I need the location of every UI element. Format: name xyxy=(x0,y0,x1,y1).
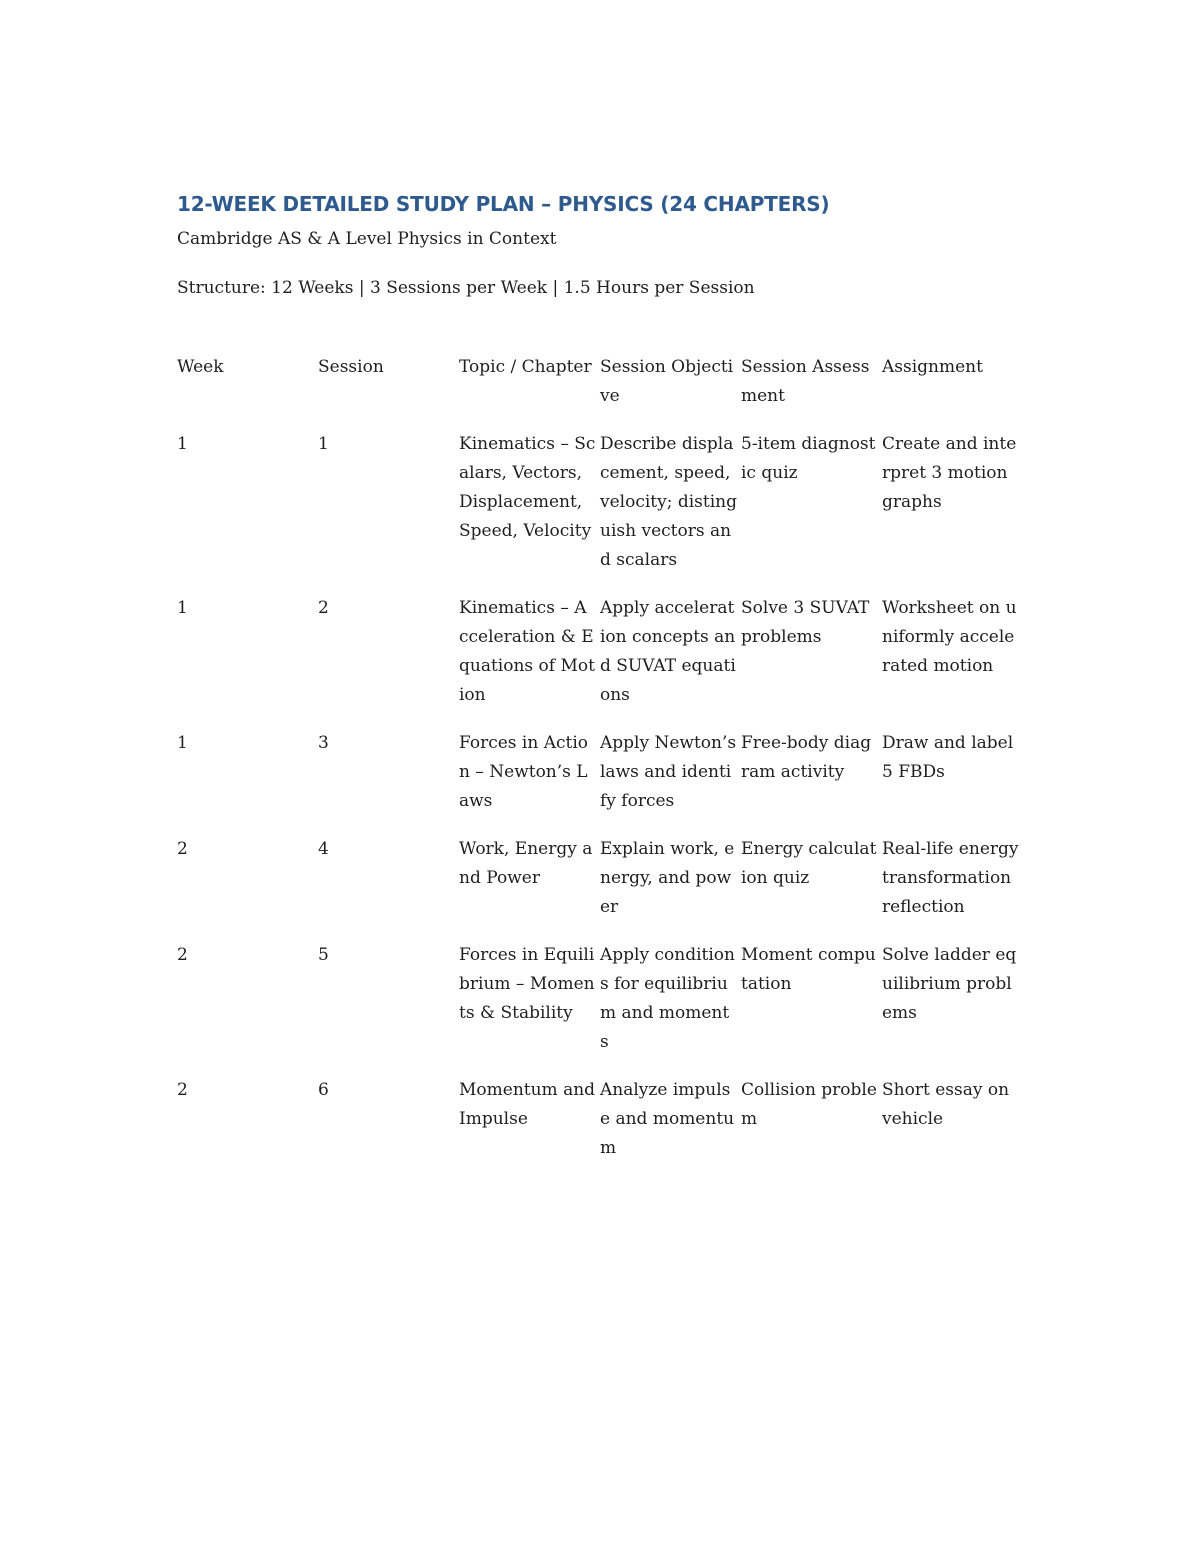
cell-topic: Momentum and Impulse xyxy=(459,1080,596,1129)
cell-assessment: Collision problem xyxy=(741,1080,877,1129)
cell-week: 2 xyxy=(177,1080,188,1100)
cell-topic: Forces in Equilibrium – Moments & Stability xyxy=(459,945,595,1023)
cell-session: 5 xyxy=(318,945,329,965)
cell-session: 1 xyxy=(318,434,329,454)
cell-assignment: Real-life energy transformation reflection xyxy=(882,839,1019,917)
cell-assessment: 5-item diagnostic quiz xyxy=(741,434,876,483)
cell-assessment: Free-body diagram activity xyxy=(741,733,872,782)
table-row xyxy=(177,594,1023,729)
cell-assignment: Short essay on vehicle xyxy=(882,1080,1010,1129)
cell-week: 1 xyxy=(177,598,188,618)
cell-objective: Analyze impulse and momentum xyxy=(600,1080,735,1158)
cell-topic: Work, Energy and Power xyxy=(459,839,593,888)
table-row xyxy=(177,1076,1023,1182)
cell-session: 2 xyxy=(318,598,329,618)
cell-assignment: Draw and label 5 FBDs xyxy=(882,733,1014,782)
table-header-row xyxy=(177,353,1023,430)
document-subtitle: Cambridge AS & A Level Physics in Context xyxy=(177,229,557,249)
cell-week: 1 xyxy=(177,434,188,454)
document-title: 12-WEEK DETAILED STUDY PLAN – PHYSICS (24 CHAPTERS) xyxy=(177,192,830,216)
table-row xyxy=(177,729,1023,835)
cell-objective: Explain work, energy, and power xyxy=(600,839,735,917)
cell-week: 1 xyxy=(177,733,188,753)
header-topic: Topic / Chapter xyxy=(459,357,592,377)
cell-assignment: Worksheet on uniformly accelerated motion xyxy=(882,598,1017,676)
header-assessment: Session Assessment xyxy=(741,357,870,406)
table-row xyxy=(177,430,1023,594)
cell-objective: Apply conditions for equilibrium and moments xyxy=(600,945,735,1052)
cell-topic: Kinematics – Acceleration & Equations of Motion xyxy=(459,598,595,705)
cell-assessment: Moment computation xyxy=(741,945,876,994)
cell-assignment: Create and interpret 3 motion graphs xyxy=(882,434,1017,512)
cell-topic: Kinematics – Scalars, Vectors, Displacement, Speed, Velocity xyxy=(459,434,596,541)
cell-week: 2 xyxy=(177,945,188,965)
cell-session: 6 xyxy=(318,1080,329,1100)
cell-assignment: Solve ladder equilibrium problems xyxy=(882,945,1017,1023)
table-row xyxy=(177,835,1023,941)
cell-assessment: Energy calculation quiz xyxy=(741,839,877,888)
cell-session: 3 xyxy=(318,733,329,753)
header-objective: Session Objective xyxy=(600,357,734,406)
header-session: Session xyxy=(318,357,384,377)
structure-line: Structure: 12 Weeks | 3 Sessions per Week | 1.5 Hours per Session xyxy=(177,278,755,298)
cell-week: 2 xyxy=(177,839,188,859)
study-plan-table xyxy=(177,353,1023,1182)
cell-session: 4 xyxy=(318,839,329,859)
cell-assessment: Solve 3 SUVAT problems xyxy=(741,598,870,647)
header-assignment: Assignment xyxy=(882,357,983,377)
table-row xyxy=(177,941,1023,1076)
cell-objective: Apply acceleration concepts and SUVAT equations xyxy=(600,598,736,705)
cell-objective: Apply Newton’s laws and identify forces xyxy=(600,733,737,811)
cell-topic: Forces in Action – Newton’s Laws xyxy=(459,733,589,811)
cell-objective: Describe displacement, speed, velocity; distinguish vectors and scalars xyxy=(600,434,738,570)
header-week: Week xyxy=(177,357,224,377)
